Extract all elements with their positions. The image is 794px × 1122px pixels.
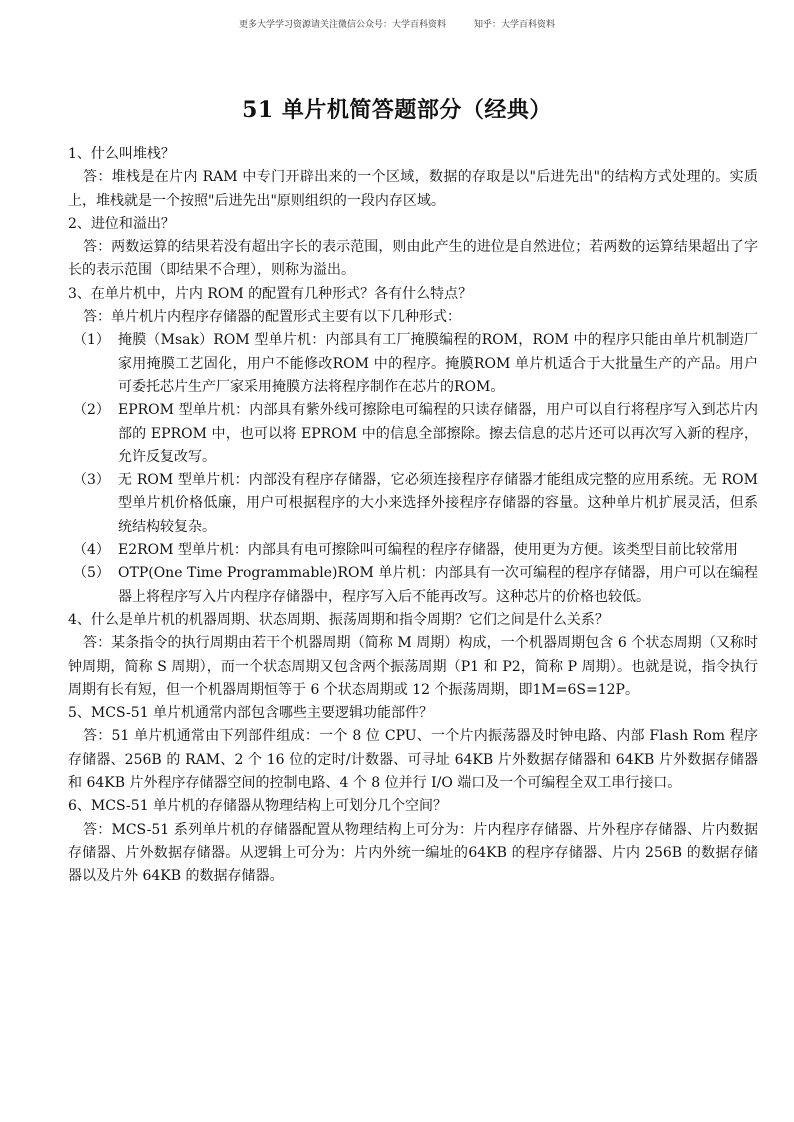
list-item — [68, 469, 758, 539]
list-item-text: 无 ROM 型单片机：内部没有程序存储器，它必须连接程序存储器才能组成完整的应用系统。无 ROM 型单片机价格低廉，用户可根据程序的大小来选择外接程序存储器的容量。这种单片机扩展灵活，但系统结构较复杂。 — [118, 472, 758, 535]
list-item-number: （2） — [73, 402, 110, 419]
header-note — [0, 17, 794, 30]
list-item-text: E2ROM 型单片机：内部具有电可擦除叫可编程的程序存储器，使用更为方便。该类型目前比较常用 — [118, 542, 738, 559]
answer-5: 答：51 单片机通常由下列部件组成：一个 8 位 CPU、一个片内振荡器及时钟电路、内部 Flash Rom 程序存储器、256B 的 RAM、2 个 16 位的定时/计数器、可寻址 64KB 片外数据存储器和 64KB 片外数据存储器和 64KB 片外程序存储器空间的控制电路、4 个 8 位并行 I/O 端口及一个可编程全双工串行接口。 — [68, 728, 758, 792]
list-item-number: （3） — [73, 472, 110, 489]
question-5: 5、MCS-51 单片机通常内部包含哪些主要逻辑功能部件？ — [68, 705, 434, 722]
question-1: 1、什么叫堆栈？ — [68, 146, 175, 162]
list-item-number: （1） — [73, 332, 110, 349]
document-body — [68, 143, 758, 889]
question-2: 2、进位和溢出？ — [68, 215, 175, 232]
list-item-number: （5） — [73, 565, 110, 582]
list-item — [68, 539, 758, 562]
list-item — [68, 329, 758, 399]
question-4: 4、什么是单片机的机器周期、状态周期、振荡周期和指令周期？它们之间是什么关系？ — [68, 611, 609, 628]
answer-4: 答：某条指令的执行周期由若干个机器周期（简称 M 周期）构成，一个机器周期包含 6 个状态周期（又称时钟周期，简称 S 周期），而一个状态周期又包含两个振荡周期（P1 和 P2，简称 P 周期）。也就是说，指令执行周期有长有短，但一个机器周期恒等于 6 个状态周期或 12 个振荡周期，即1M=6S=12P。 — [68, 635, 758, 698]
answer-6: 答：MCS-51 系列单片机的存储器配置从物理结构上可分为：片内程序存储器、片外程序存储器、片内数据存储器、片外数据存储器。从逻辑上可分为：片内外统一编址的64KB 的程序存储器、片内 256B 的数据存储器以及片外 64KB 的数据存储器。 — [68, 821, 758, 885]
answer-3: 答：单片机片内程序存储器的配置形式主要有以下几种形式： — [83, 309, 461, 326]
list-item — [68, 562, 758, 609]
question-3: 3、在单片机中，片内 ROM 的配置有几种形式？各有什么特点？ — [68, 285, 473, 302]
list-item — [68, 399, 758, 469]
list-item-text: EPROM 型单片机：内部具有紫外线可擦除电可编程的只读存储器，用户可以自行将程序写入到芯片内部的 EPROM 中，也可以将 EPROM 中的信息全部擦除。擦去信息的芯片还可以再次写入新的程序，允许反复改写。 — [118, 402, 758, 465]
answer-1: 答：堆栈是在片内 RAM 中专门开辟出来的一个区域，数据的存取是以"后进先出"的结构方式处理的。实质上，堆栈就是一个按照"后进先出"原则组织的一段内存区域。 — [68, 169, 758, 209]
answer-2: 答：两数运算的结果若没有超出字长的表示范围，则由此产生的进位是自然进位；若两数的运算结果超出了字长的表示范围（即结果不合理），则称为溢出。 — [68, 239, 758, 279]
list-item-text: 掩膜（Msak）ROM 型单片机：内部具有工厂掩膜编程的ROM，ROM 中的程序只能由单片机制造厂家用掩膜工艺固化，用户不能修改ROM 中的程序。掩膜ROM 单片机适合于大批量生产的产品。用户可委托芯片生产厂家采用掩膜方法将程序制作在芯片的ROM。 — [118, 332, 758, 395]
document-title: 51 单片机简答题部分（经典） — [242, 97, 552, 123]
list-item-number: （4） — [73, 542, 110, 559]
header-zhihu-note: 知乎：大学百科资料 — [474, 20, 556, 30]
list-item-text: OTP(One Time Programmable)ROM 单片机：内部具有一次可编程的程序存储器，用户可以在编程器上将程序写入片内程序存储器中，程序写入后不能再改写。这种芯片的价格也较低。 — [118, 565, 758, 605]
question-6: 6、MCS-51 单片机的存储器从物理结构上可划分几个空间？ — [68, 798, 448, 815]
header-wechat-note: 更多大学学习资源请关注微信公众号：大学百科资料 — [238, 20, 446, 30]
